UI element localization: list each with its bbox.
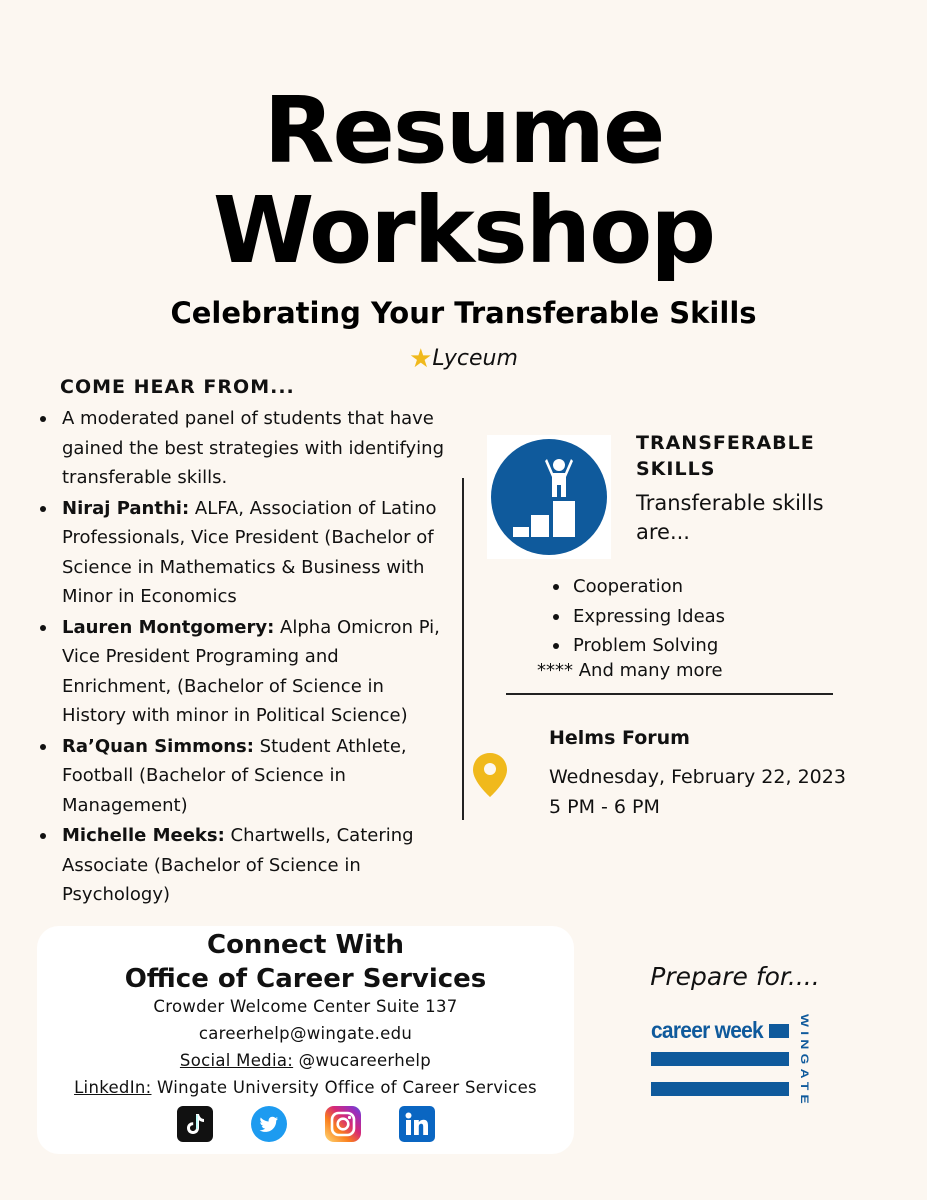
speakers-list: [40, 404, 450, 911]
speaker-text: Alpha Omicron Pi, Vice President Programing and Enrichment, (Bachelor of Science in History with minor in Political Science): [62, 616, 440, 726]
speaker-name: Michelle Meeks:: [62, 825, 225, 846]
social-icons: [37, 1106, 574, 1142]
star-icon: ★: [409, 344, 433, 374]
contact-title-1: Connect With: [206, 930, 405, 960]
speaker-text: Chartwells, Catering Associate (Bachelor of Science in Psychology): [62, 825, 414, 905]
contact-address: Crowder Welcome Center Suite 137: [153, 997, 458, 1016]
skills-list: [553, 572, 725, 661]
event-time: 5 PM - 6 PM: [549, 796, 660, 818]
podium-icon: [487, 435, 611, 559]
twitter-icon[interactable]: [251, 1106, 287, 1142]
social-handle[interactable]: @wucareerhelp: [293, 1051, 432, 1070]
event-venue: Helms Forum: [549, 727, 690, 749]
title-line-1: Resume: [263, 77, 664, 184]
event-datetime: [549, 762, 846, 822]
speaker-item: [40, 821, 450, 910]
linkedin-value[interactable]: Wingate University Office of Career Services: [151, 1078, 537, 1097]
speaker-item: [40, 494, 450, 612]
skills-description: Transferable skills are...: [636, 491, 824, 544]
speaker-name: Niraj Panthi:: [62, 497, 190, 519]
skills-more: **** And many more: [537, 660, 723, 681]
skill-item: Problem Solving: [553, 631, 725, 661]
linkedin-label: LinkedIn:: [74, 1078, 152, 1097]
speaker-item: [40, 732, 450, 821]
prepare-text: Prepare for....: [650, 962, 820, 991]
subtitle: Celebrating Your Transferable Skills: [170, 296, 757, 330]
speaker-name: Ra’Quan Simmons:: [62, 735, 254, 757]
speaker-text: ALFA, Association of Latino Professionals, Vice President (Bachelor of Science in Mathematics & Business with Minor in Economics: [62, 497, 437, 607]
event-date: Wednesday, February 22, 2023: [549, 766, 846, 788]
social-label: Social Media:: [179, 1051, 294, 1070]
contact-email[interactable]: careerhelp@wingate.edu: [198, 1024, 413, 1043]
speaker-text: Student Athlete, Football (Bachelor of Science in Management): [62, 735, 407, 816]
contact-linkedin: [37, 1078, 574, 1097]
title-line-2: Workshop: [212, 177, 715, 284]
contact-title-2: Office of Career Services: [124, 964, 487, 994]
speakers-heading: COME HEAR FROM...: [60, 376, 295, 398]
tiktok-icon[interactable]: [177, 1106, 213, 1142]
speaker-name: Lauren Montgomery:: [62, 616, 275, 638]
career-week-logo-vertical: WINGATE: [798, 1014, 810, 1090]
location-line: [0, 344, 927, 374]
instagram-icon[interactable]: [325, 1106, 361, 1142]
location-pin-icon: [472, 752, 508, 798]
career-week-logo-text: career week: [651, 1017, 764, 1043]
skill-item: Expressing Ideas: [553, 602, 725, 632]
skills-heading: TRANSFERABLE SKILLS: [636, 432, 815, 480]
speaker-text: A moderated panel of students that have gained the best strategies with identifying transferable skills.: [62, 408, 444, 488]
linkedin-icon[interactable]: [399, 1106, 435, 1142]
horizontal-divider: [506, 693, 833, 695]
skill-item: Cooperation: [553, 572, 725, 602]
contact-social: [37, 1051, 574, 1070]
location-label: Lyceum: [432, 346, 518, 371]
speaker-item: [40, 404, 450, 493]
career-week-logo: [651, 1012, 851, 1112]
vertical-divider: [462, 478, 464, 820]
speaker-item: [40, 613, 450, 731]
